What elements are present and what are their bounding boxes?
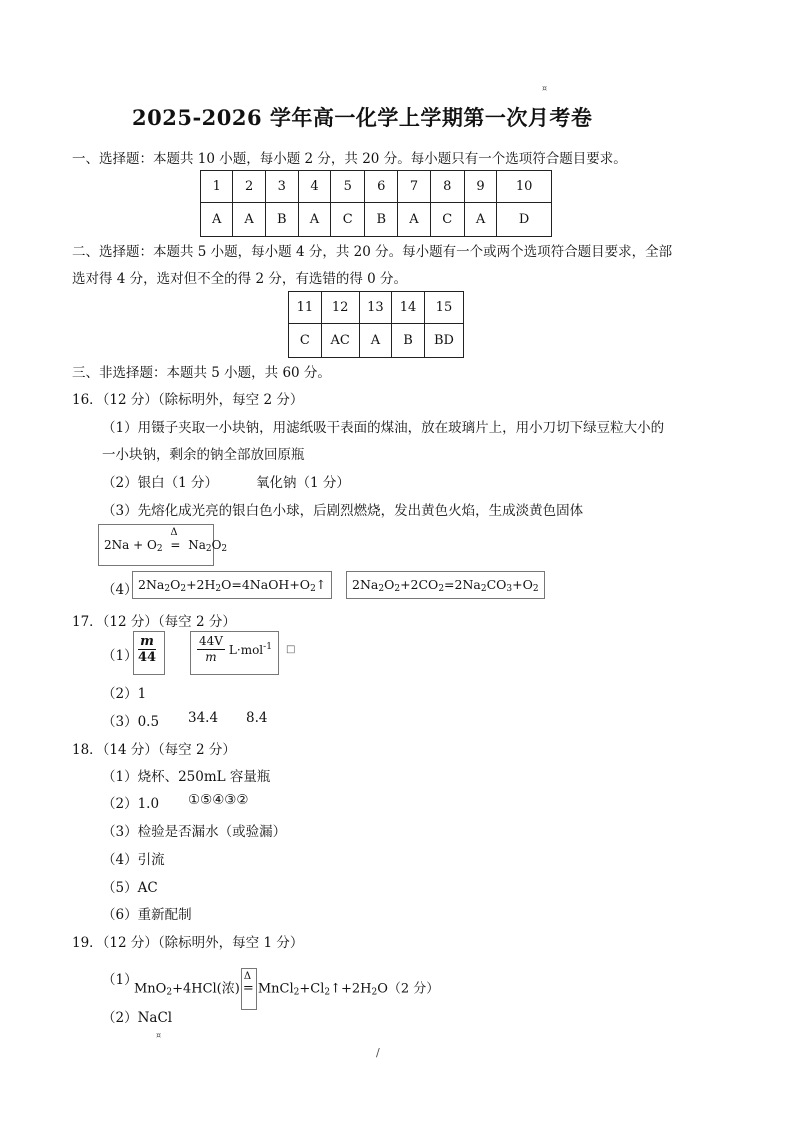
table-cell: A [201, 203, 233, 237]
table-cell: 3 [265, 171, 298, 203]
q18-answer-2-second: ①⑤④③② [188, 792, 249, 808]
table-cell: 5 [331, 171, 365, 203]
q16-answer-1-line1: （1）用镊子夹取一小块钠，用滤纸吸干表面的煤油，放在玻璃片上，用小刀切下绿豆粒大小的 [102, 420, 665, 436]
table-row-numbers [201, 171, 552, 203]
artifact-mark-top: ¤ [542, 84, 548, 93]
q17-answer-2: （2）1 [102, 686, 147, 702]
table-row-answers [201, 203, 552, 237]
table-row-answers [289, 324, 464, 358]
table-cell: 12 [321, 292, 359, 324]
table-cell: A [359, 324, 392, 358]
q18-answer-1: （1）烧杯、250mL 容量瓶 [102, 769, 271, 785]
table-cell: AC [321, 324, 359, 358]
q18-header: 18．（14 分）（每空 2 分） [72, 742, 236, 758]
q17-header: 17．（12 分）（每空 2 分） [72, 614, 236, 630]
table-cell: 8 [430, 171, 464, 203]
q17-answer-3-v2: 34.4 [188, 710, 219, 726]
table-cell: 11 [289, 292, 322, 324]
q17-answer-3-v3: 8.4 [246, 710, 268, 726]
table-cell: 4 [298, 171, 330, 203]
equation-na2o2-co2-box: $2Na_2O_2+2CO_2=2Na_2CO_3+O_2$ [346, 571, 545, 599]
table-cell: 6 [365, 171, 398, 203]
table-cell: BD [424, 324, 463, 358]
artifact-mark-bottom: ¤ [156, 1031, 162, 1040]
table-cell: A [464, 203, 496, 237]
q16-answer-3: （3）先熔化成光亮的银白色小球，后剧烈燃烧，发出黄色火焰，生成淡黄色固体 [102, 503, 584, 519]
q17-answer-1-label: （1） [102, 648, 138, 664]
fraction1-numerator: m [138, 634, 156, 650]
equation-na-o2-box: $2Na + O_2$ Δ = $Na_2O_2$ [98, 524, 214, 566]
q16-answer-2-second: 氧化钠（1 分） [256, 475, 350, 491]
table-cell: A [398, 203, 430, 237]
table-cell: B [365, 203, 398, 237]
equation-na2o2-h2o-box: $2Na_2O_2+2H_2O=4NaOH+O_2↑$ [132, 571, 332, 599]
q18-answer-4: （4）引流 [102, 852, 165, 868]
fraction2-denominator: m [205, 650, 217, 664]
fraction-44v-over-m-box [190, 631, 279, 675]
answer-table-2 [288, 291, 464, 358]
artifact-mark-box: □ [286, 644, 296, 655]
q18-answer-3: （3）检验是否漏水（或验漏） [102, 824, 287, 840]
section1-heading: 一、选择题：本题共 10 小题，每小题 2 分，共 20 分。每小题只有一个选项符合题目要求。 [72, 151, 627, 167]
table-cell: C [289, 324, 322, 358]
table-cell: 15 [424, 292, 463, 324]
table-cell: C [331, 203, 365, 237]
fraction2-exponent: -1 [263, 642, 272, 652]
q17-answer-3: （3）0.5 [102, 714, 160, 730]
table-cell: C [430, 203, 464, 237]
table-cell: 9 [464, 171, 496, 203]
q16-answer-2: （2）银白（1 分） [102, 475, 218, 491]
q18-answer-5: （5）AC [102, 880, 158, 896]
q19-answer-1-label: （1） [102, 972, 138, 988]
table-cell: B [392, 324, 425, 358]
page-title: 2025-2026 学年高一化学上学期第一次月考卷 [132, 105, 593, 130]
q19-answer-1-score: （2 分） [387, 981, 440, 997]
q18-answer-6: （6）重新配制 [102, 907, 192, 923]
table-cell: 14 [392, 292, 425, 324]
section2-heading-line2: 选对得 4 分，选对但不全的得 2 分，有选错的得 0 分。 [72, 271, 408, 287]
table-cell: A [298, 203, 330, 237]
q19-answer-2: （2）NaCl [102, 1010, 173, 1026]
table-cell: B [265, 203, 298, 237]
footer-page-mark: / [376, 1046, 380, 1059]
q18-answer-2: （2）1.0 [102, 796, 160, 812]
fraction-m-over-44-box [133, 631, 165, 675]
q16-answer-1-line2: 一小块钠，剩余的钠全部放回原瓶 [102, 447, 305, 463]
section2-heading-line1: 二、选择题：本题共 5 小题，每小题 4 分，共 20 分。每小题有一个或两个选项符合题目要求，全部 [72, 244, 673, 260]
equation-mno2-hcl: MnO$_2$+4HCl(浓) Δ = $MnCl_2+Cl_2↑+2H_2O(2$ 分） [134, 968, 439, 1010]
table-cell: 13 [359, 292, 392, 324]
table-cell: A [233, 203, 265, 237]
q16-header: 16．（12 分）（除标明外，每空 2 分） [72, 392, 304, 408]
q19-header: 19．（12 分）（除标明外，每空 1 分） [72, 935, 304, 951]
table-cell: D [497, 203, 552, 237]
answer-table-1 [200, 170, 552, 237]
fraction2-numerator: 44V [199, 634, 223, 648]
table-cell: 1 [201, 171, 233, 203]
section3-heading: 三、非选择题：本题共 5 小题，共 60 分。 [72, 365, 331, 381]
table-cell: 7 [398, 171, 430, 203]
table-cell: 10 [497, 171, 552, 203]
table-row-numbers [289, 292, 464, 324]
fraction1-denominator: 44 [138, 650, 157, 665]
table-cell: 2 [233, 171, 265, 203]
fraction2-unit: L·mol [228, 643, 264, 657]
q16-answer-4-label: （4） [102, 582, 138, 598]
